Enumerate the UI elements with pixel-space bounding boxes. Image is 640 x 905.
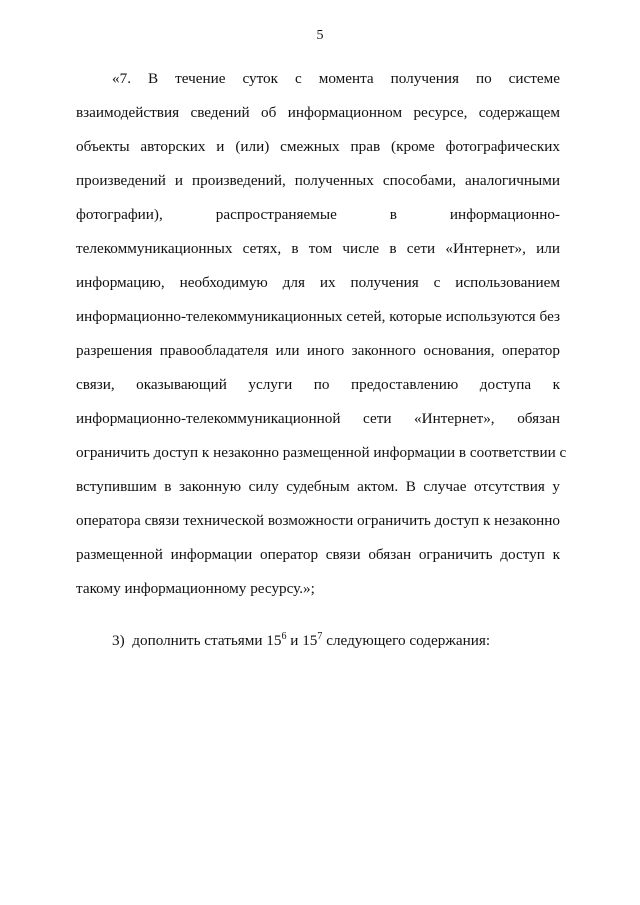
superscript-6: 6 (281, 631, 287, 642)
paragraph-line: произведений и произведений, полученных способами, аналогичными (76, 172, 560, 189)
paragraph-line: объекты авторских и (или) смежных прав (кроме фотографических (76, 138, 560, 155)
paragraph-line: телекоммуникационных сетях, в том числе в сети «Интернет», или (76, 240, 560, 257)
paragraph-line: «7. В течение суток с момента получения по системе (112, 70, 560, 87)
list-item-number: 3) (112, 632, 125, 649)
paragraph-line: размещенной информации оператор связи обязан ограничить доступ к (76, 546, 560, 563)
superscript-7: 7 (317, 631, 323, 642)
page-number: 5 (316, 28, 324, 43)
paragraph-line: информацию, необходимую для их получения с использованием (76, 274, 560, 291)
paragraph-line: разрешения правообладателя или иного законного основания, оператор (76, 342, 560, 359)
paragraph-line: связи, оказывающий услуги по предоставлению доступа к (76, 376, 560, 393)
paragraph-line: фотографии), распространяемые в информационно- (76, 206, 560, 223)
paragraph-line: вступившим в законную силу судебным актом. В случае отсутствия у (76, 478, 560, 495)
list-item-text-end: следующего содержания: (322, 632, 491, 649)
paragraph-line: ограничить доступ к незаконно размещенной информации в соответствии с (76, 444, 567, 461)
paragraph-line: информационно-телекоммуникационной сети «Интернет», обязан (76, 410, 560, 427)
list-item-3 (112, 624, 560, 658)
paragraph-line: информационно-телекоммуникационных сетей, которые используются без (76, 308, 560, 325)
list-item-text: дополнить статьями 15 (132, 632, 282, 649)
paragraph-line: взаимодействия сведений об информационном ресурсе, содержащем (76, 104, 560, 121)
paragraph-line: оператора связи технической возможности ограничить доступ к незаконно (76, 512, 560, 529)
paragraph-last-line: такому информационному ресурсу.»; (76, 580, 315, 597)
list-item-text-middle: и 15 (286, 632, 318, 649)
